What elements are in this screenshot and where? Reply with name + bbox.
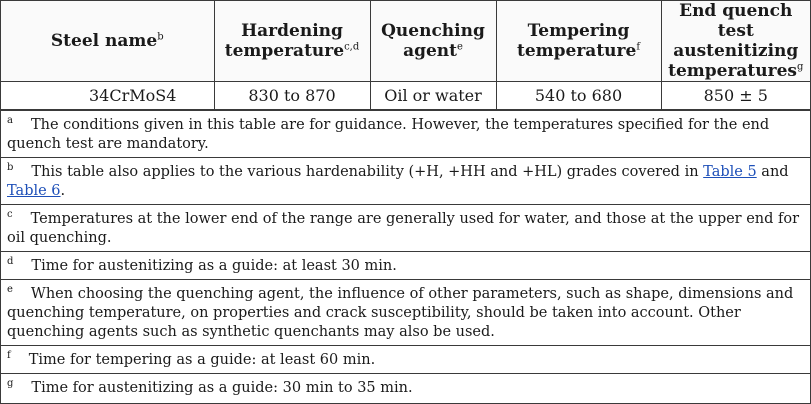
footnote-text: When choosing the quenching agent, the influence of other parameters, such as shape, dimensions and quenching temperature, on properties and crack susceptibility, should be taken into account. Other quenching agents such as synthetic quenchants may also be used. <box>7 286 794 340</box>
footnote-mark: a <box>7 115 13 127</box>
cell-tempering-temperature: 540 to 680 <box>496 82 661 110</box>
footnote-text: Time for austenitizing as a guide: 30 min to 35 min. <box>31 380 413 396</box>
footnote-c <box>1 204 810 251</box>
cell-hardening-temperature: 830 to 870 <box>214 82 370 110</box>
table-footnotes <box>1 110 810 401</box>
footnote-mark: e <box>7 284 13 296</box>
footnote-mark: d <box>7 256 14 268</box>
footnote-g <box>1 373 810 401</box>
header-end-quench-test: End quench test austenitizing temperatures$^g$ <box>661 1 810 82</box>
table-header-row <box>1 1 810 82</box>
footnote-mark: f <box>7 350 11 362</box>
cell-steel-name: 34CrMoS4 <box>1 82 214 110</box>
cell-end-quench-temperature: 850 ± 5 <box>661 82 810 110</box>
header-quenching-agent: Quenching agent$^e$ <box>370 1 496 82</box>
footnote-text: Time for tempering as a guide: at least 60 min. <box>28 352 376 368</box>
footnote-text: Time for austenitizing as a guide: at least 30 min. <box>31 258 397 274</box>
footnote-mark: g <box>7 378 14 390</box>
footnote-text: The conditions given in this table are for guidance. However, the temperatures specified for the end quench test are mandatory. <box>7 117 770 152</box>
header-hardening-temperature: Hardening temperature$^{c,d}$ <box>214 1 370 82</box>
footnote-mark: b <box>7 162 14 174</box>
header-tempering-temperature: Tempering temperature$^f$ <box>496 1 661 82</box>
footnote-f <box>1 345 810 373</box>
table-row <box>1 82 810 110</box>
footnote-a <box>1 111 810 157</box>
cell-quenching-agent: Oil or water <box>370 82 496 110</box>
footnote-b: $^b$ This table also applies to the various hardenability (+H, +HH and +HL) grades covered in Table 5 and Table 6. <box>1 157 810 204</box>
header-steel-name: Steel name$^b$ <box>1 1 214 82</box>
footnote-d <box>1 251 810 279</box>
footnote-text: Temperatures at the lower end of the range are generally used for water, and those at the upper end for oil quenching. <box>7 211 800 246</box>
table-5-link[interactable]: Table 5 <box>703 164 757 180</box>
footnote-mark: c <box>7 209 13 221</box>
footnote-text: This table also applies to the various hardenability (+H, +HH and +HL) grades covered in <box>31 164 704 180</box>
heat-treatment-table <box>1 1 810 110</box>
footnote-e <box>1 279 810 345</box>
table-6-link[interactable]: Table 6 <box>7 183 61 199</box>
